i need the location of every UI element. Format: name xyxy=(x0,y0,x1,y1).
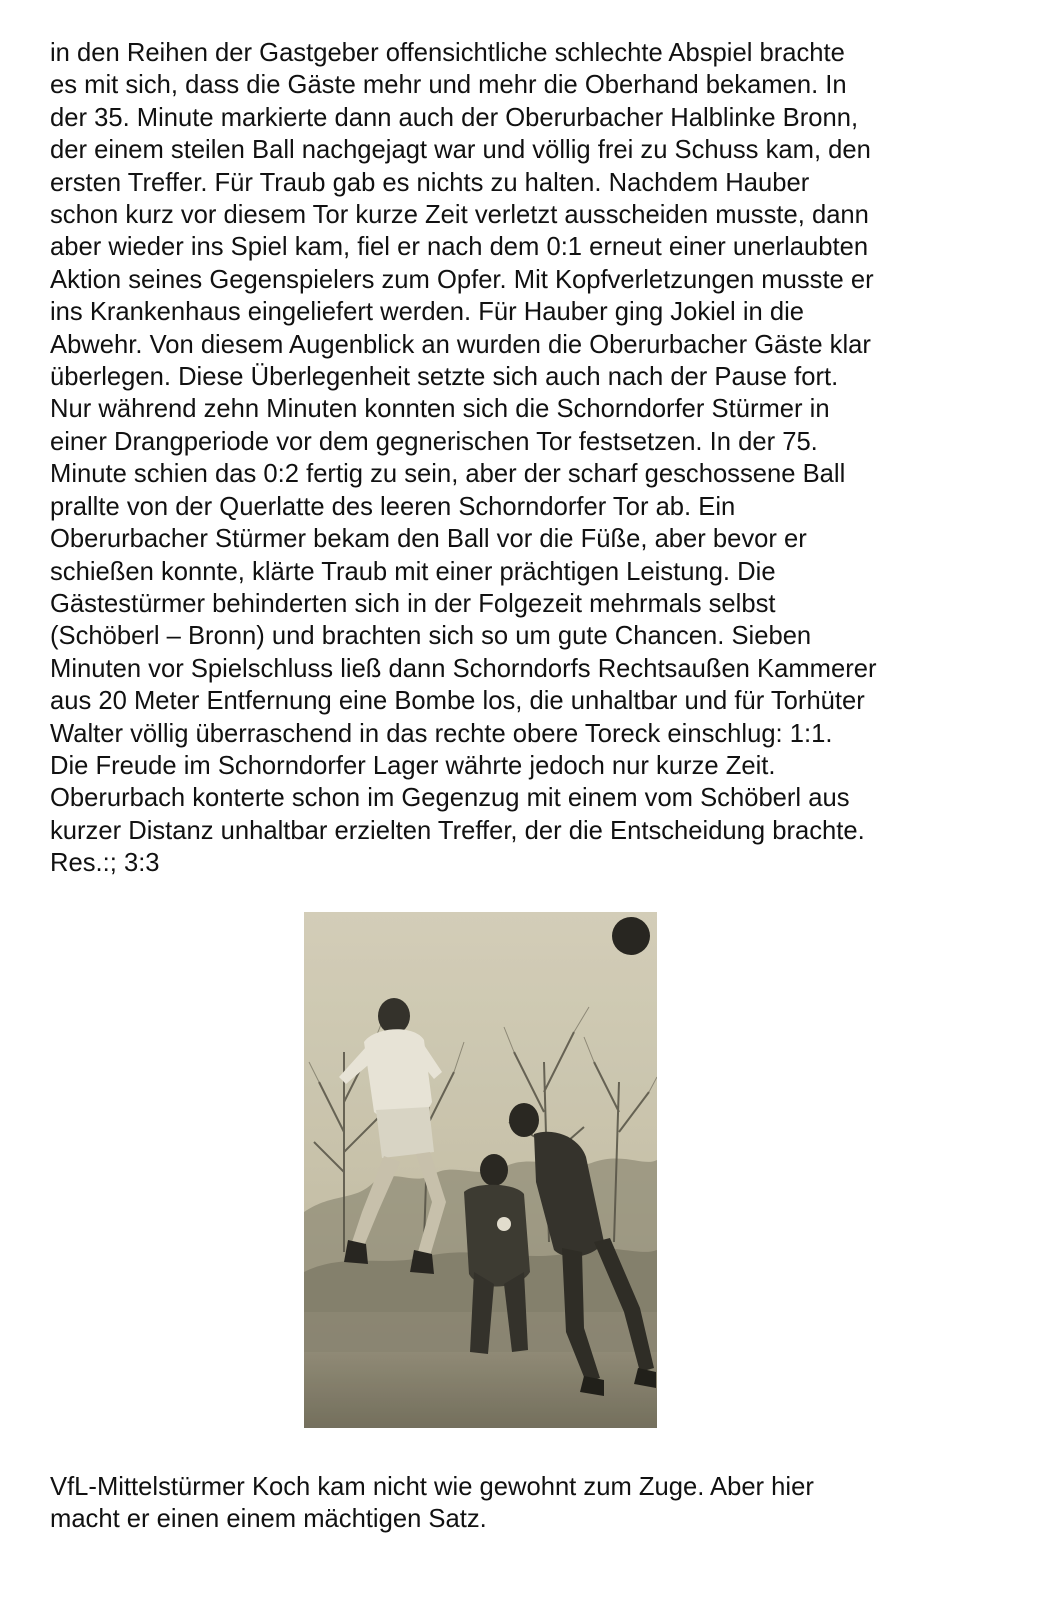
article-line: aus 20 Meter Entfernung eine Bombe los, die unhaltbar und für Torhüter xyxy=(50,687,865,716)
article-line: der einem steilen Ball nachgejagt war und völlig frei zu Schuss kam, den xyxy=(50,136,871,165)
article-line: Die Freude im Schorndorfer Lager währte jedoch nur kurze Zeit. xyxy=(50,751,776,780)
article-line: es mit sich, dass die Gäste mehr und mehr die Oberhand bekamen. In xyxy=(50,71,847,100)
photo-caption xyxy=(50,1471,1010,1536)
article-line: Minuten vor Spielschluss ließ dann Schorndorfs Rechtsaußen Kammerer xyxy=(50,654,877,683)
caption-line: macht er einen einem mächtigen Satz. xyxy=(50,1505,487,1534)
article-line: überlegen. Diese Überlegenheit setzte sich auch nach der Pause fort. xyxy=(50,363,839,392)
article-line: aber wieder ins Spiel kam, fiel er nach dem 0:1 erneut einer unerlaubten xyxy=(50,233,869,262)
caption-line: VfL-Mittelstürmer Koch kam nicht wie gewohnt zum Zuge. Aber hier xyxy=(50,1473,814,1501)
article-line: Abwehr. Von diesem Augenblick an wurden die Oberurbacher Gäste klar xyxy=(50,330,871,359)
article-line: Walter völlig überraschend in das rechte obere Toreck einschlug: 1:1. xyxy=(50,719,833,748)
article-line: einer Drangperiode vor dem gegnerischen Tor festsetzen. In der 75. xyxy=(50,427,818,456)
match-photo xyxy=(304,912,657,1428)
article-line: ins Krankenhaus eingeliefert werden. Für Hauber ging Jokiel in die xyxy=(50,298,805,327)
match-photo-illustration xyxy=(304,912,657,1428)
article-line: schießen konnte, klärte Traub mit einer prächtigen Leistung. Die xyxy=(50,557,776,586)
article-line: der 35. Minute markierte dann auch der Oberurbacher Halblinke Bronn, xyxy=(50,103,859,132)
article-line: Nur während zehn Minuten konnten sich die Schorndorfer Stürmer in xyxy=(50,395,830,424)
article-line: (Schöberl – Bronn) und brachten sich so um gute Chancen. Sieben xyxy=(50,622,812,651)
article-line: ersten Treffer. Für Traub gab es nichts zu halten. Nachdem Hauber xyxy=(50,168,810,197)
article-line: kurzer Distanz unhaltbar erzielten Treffer, der die Entscheidung brachte. xyxy=(50,816,865,845)
article-line: Oberurbacher Stürmer bekam den Ball vor die Füße, aber bevor er xyxy=(50,525,807,554)
article-line: prallte von der Querlatte des leeren Schorndorfer Tor ab. Ein xyxy=(50,492,736,521)
article-line: schon kurz vor diesem Tor kurze Zeit verletzt ausscheiden musste, dann xyxy=(50,201,869,230)
article-text xyxy=(50,37,1010,880)
article-line: in den Reihen der Gastgeber offensichtliche schlechte Abspiel brachte xyxy=(50,39,845,67)
article-line: Minute schien das 0:2 fertig zu sein, aber der scharf geschossene Ball xyxy=(50,460,846,489)
article-line: Oberurbach konterte schon im Gegenzug mit einem vom Schöberl aus xyxy=(50,784,850,813)
article-line: Gästestürmer behinderten sich in der Folgezeit mehrmals selbst xyxy=(50,589,776,618)
article-line: Aktion seines Gegenspielers zum Opfer. Mit Kopfverletzungen musste er xyxy=(50,265,874,294)
article-line: Res.:; 3:3 xyxy=(50,849,160,878)
